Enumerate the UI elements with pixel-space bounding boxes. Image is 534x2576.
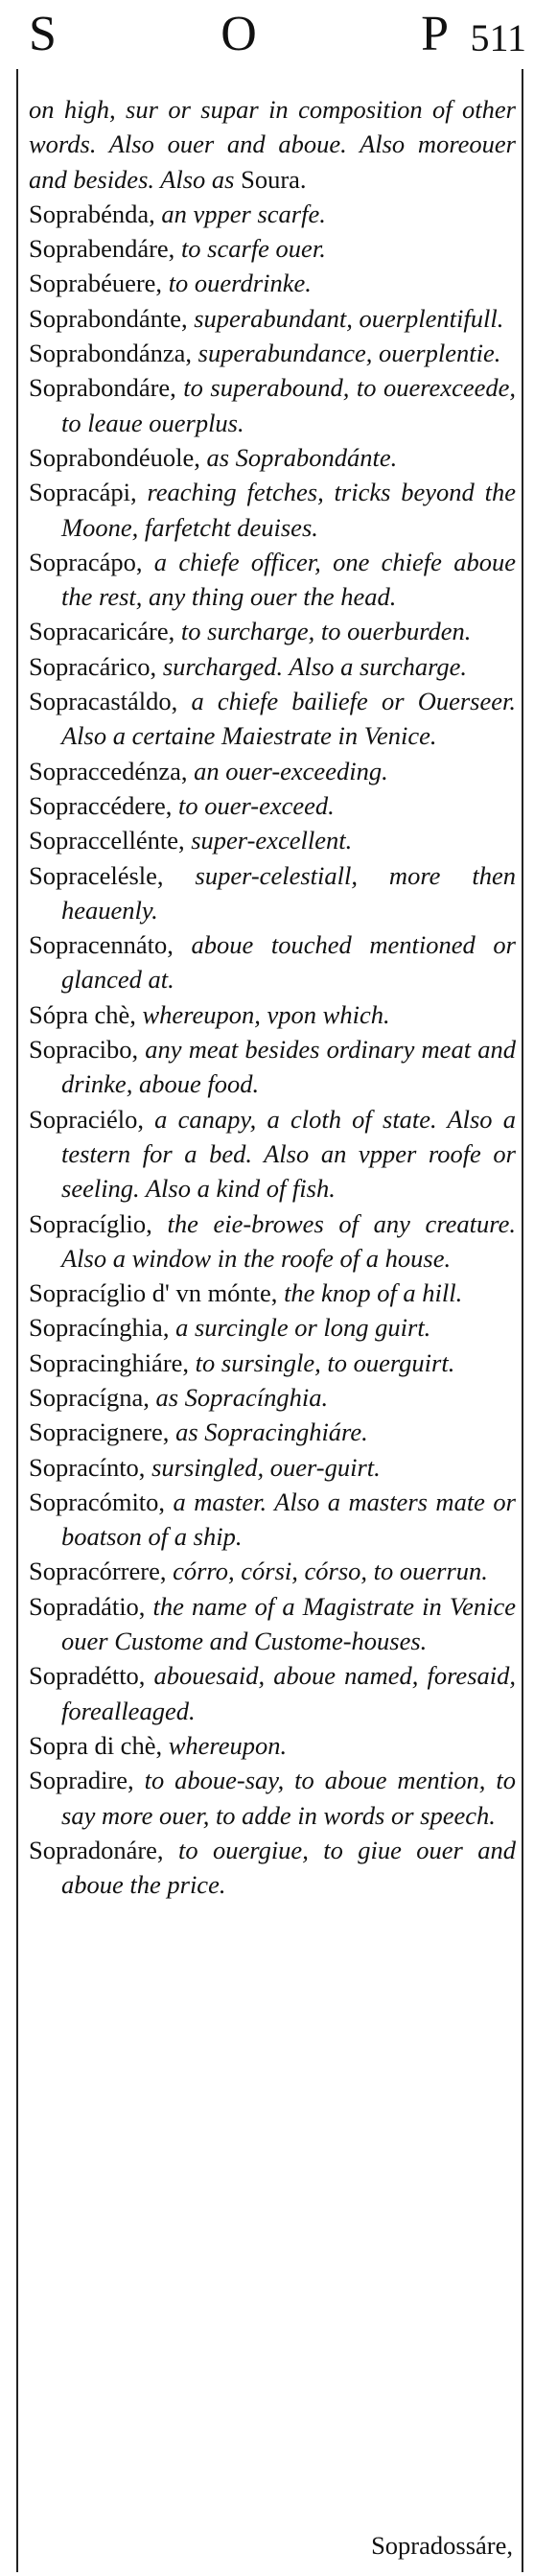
- entry-headword: Soprabondáre,: [29, 373, 176, 403]
- entry-definition: super-excellent.: [184, 826, 353, 855]
- dictionary-entry: [29, 197, 516, 231]
- dictionary-entry: [29, 649, 516, 684]
- entry-headword: Sopra di chè,: [29, 1730, 163, 1760]
- entry-headword: Sopracígna,: [29, 1382, 150, 1412]
- dictionary-entry: [29, 1415, 516, 1449]
- continued-text: on high, sur or supar in composition of other words. Also ouer and aboue. Also moreouer and besides. Also as: [29, 95, 516, 194]
- column-rule-right: [522, 69, 523, 2572]
- entry-headword: Soprabénda,: [29, 199, 155, 228]
- entry-headword: Sopracínghia,: [29, 1313, 170, 1343]
- entry-definition: a canapy, a cloth of state. Also a testern for a bed. Also an vpper roofe or seeling. Also a kind of fish.: [61, 1104, 516, 1204]
- dictionary-entry: [29, 1658, 516, 1728]
- entry-headword: Sopraccedénza,: [29, 756, 188, 785]
- entry-headword: Soprabondánza,: [29, 339, 192, 368]
- entry-definition: reaching fetches, tricks beyond the Moone, farfetcht deuises.: [61, 478, 516, 542]
- dictionary-entry: [29, 788, 516, 823]
- entry-headword: Sopracibo,: [29, 1035, 139, 1065]
- continued-entry: [29, 92, 516, 197]
- entry-definition: córro, córsi, córso, to ouerrun.: [166, 1557, 488, 1586]
- dictionary-entry: [29, 1728, 516, 1763]
- dictionary-entry: [29, 1102, 516, 1206]
- catchword: Sopradossáre,: [371, 2531, 513, 2560]
- dictionary-entry: [29, 614, 516, 648]
- dictionary-entry: [29, 1589, 516, 1659]
- entry-definition: to ouer-exceed.: [172, 790, 335, 820]
- entry-definition: to aboue-say, to aboue mention, to say more ouer, to adde in words or speech.: [61, 1766, 516, 1830]
- entry-definition: superabundant, ouerplentifull.: [187, 303, 504, 333]
- dictionary-entry: [29, 1346, 516, 1380]
- entry-headword: Sopracastáldo,: [29, 687, 178, 716]
- entry-definition: any meat besides ordinary meat and drinke, aboue food.: [61, 1035, 516, 1099]
- dictionary-entry: [29, 1032, 516, 1102]
- entry-definition: to ouerdrinke.: [162, 269, 312, 298]
- head-letter: S: [29, 7, 58, 61]
- dictionary-entry: [29, 1450, 516, 1485]
- dictionary-entry: [29, 1310, 516, 1345]
- entry-headword: Sopracínto,: [29, 1452, 146, 1482]
- entry-definition: a surcingle or long guirt.: [169, 1313, 431, 1343]
- dictionary-entry: [29, 1485, 516, 1555]
- entry-definition: as Sopracínghia.: [149, 1382, 329, 1412]
- entry-headword: Sopracíglio,: [29, 1208, 152, 1238]
- entry-definition: whereupon.: [162, 1730, 288, 1760]
- entry-headword: Sopracignere,: [29, 1417, 170, 1447]
- dictionary-entry: [29, 1763, 516, 1833]
- entry-headword: Sopracápi,: [29, 478, 137, 507]
- entry-definition: surcharged. Also a surcharge.: [156, 651, 468, 681]
- running-head-letters: [29, 6, 451, 63]
- entry-headword: Sopraccédere,: [29, 790, 173, 820]
- dictionary-entry: [29, 1206, 516, 1276]
- dictionary-entry: [29, 440, 516, 475]
- entry-headword: Sopracíglio d' vn mónte,: [29, 1278, 278, 1308]
- dictionary-entry: [29, 1276, 516, 1310]
- entry-headword: Soprabondéuole,: [29, 442, 200, 472]
- entry-headword: Sopradátio,: [29, 1591, 146, 1621]
- dictionary-entry: [29, 684, 516, 754]
- head-letter: P: [421, 7, 451, 61]
- entry-definition: sursingled, ouer-guirt.: [145, 1452, 381, 1482]
- entry-headword: Sopracómito,: [29, 1487, 166, 1516]
- entry-definition: aboue touched mentioned or glanced at.: [61, 930, 516, 995]
- dictionary-entry: [29, 545, 516, 615]
- dictionary-entry: [29, 370, 516, 440]
- entry-definition: as Sopracinghiáre.: [169, 1417, 368, 1447]
- continued-tail: Soura.: [241, 164, 307, 194]
- entry-definition: to surcharge, to ouerburden.: [174, 617, 472, 646]
- entry-definition: abouesaid, aboue named, foresaid, forealleaged.: [61, 1661, 516, 1725]
- entry-definition: an vpper scarfe.: [154, 199, 326, 228]
- entry-headword: Sopracennáto,: [29, 930, 174, 960]
- entry-definition: to ouergiue, to giue ouer and aboue the price.: [61, 1835, 516, 1900]
- running-head: [0, 0, 534, 77]
- entry-headword: Sopradire,: [29, 1766, 134, 1795]
- entry-definition: to sursingle, to ouerguirt.: [189, 1347, 455, 1377]
- column-rule-left: [16, 69, 18, 2572]
- dictionary-entry: [29, 301, 516, 336]
- entry-headword: Sopradonáre,: [29, 1835, 164, 1864]
- entry-definition: an ouer-exceeding.: [187, 756, 388, 785]
- entry-definition: superabundance, ouerplentie.: [192, 339, 501, 368]
- dictionary-entry: [29, 266, 516, 300]
- entry-headword: Soprabéuere,: [29, 269, 163, 298]
- entry-headword: Soprabondánte,: [29, 303, 188, 333]
- dictionary-entry: [29, 1380, 516, 1415]
- entry-column: [29, 92, 516, 1902]
- entry-definition: a master. Also a masters mate or boatson of a ship.: [61, 1487, 516, 1552]
- dictionary-entry: [29, 997, 516, 1032]
- entry-headword: Sopradétto,: [29, 1661, 146, 1691]
- dictionary-entry: [29, 336, 516, 370]
- entry-definition: to superabound, to ouerexceede, to leaue ouerplus.: [61, 373, 516, 437]
- dictionary-entry: [29, 754, 516, 788]
- entry-headword: Sopracárico,: [29, 651, 157, 681]
- entry-headword: Sópra chè,: [29, 999, 136, 1029]
- dictionary-entry: [29, 927, 516, 997]
- dictionary-entry: [29, 1554, 516, 1588]
- entry-definition: the name of a Magistrate in Venice ouer Custome and Custome-houses.: [61, 1591, 516, 1656]
- entry-headword: Sopraccellénte,: [29, 826, 185, 855]
- entry-headword: Sopracápo,: [29, 547, 143, 576]
- entry-headword: Sopracaricáre,: [29, 617, 175, 646]
- dictionary-entry: [29, 823, 516, 857]
- dictionary-entry: [29, 858, 516, 928]
- entry-headword: Sopracórrere,: [29, 1557, 167, 1586]
- entry-definition: the eie-browes of any creature. Also a window in the roofe of a house.: [61, 1208, 516, 1273]
- entry-headword: Sopracinghiáre,: [29, 1347, 190, 1377]
- dictionary-entry: [29, 231, 516, 266]
- entry-definition: the knop of a hill.: [277, 1278, 463, 1308]
- entry-definition: to scarfe ouer.: [174, 234, 326, 264]
- dictionary-entry: [29, 475, 516, 545]
- entry-headword: Sopracelésle,: [29, 860, 164, 890]
- entry-definition: a chiefe bailiefe or Ouerseer. Also a certaine Maiestrate in Venice.: [61, 687, 516, 751]
- page-number: 511: [470, 16, 526, 59]
- entry-headword: Sopraciélo,: [29, 1104, 144, 1134]
- entry-definition: a chiefe officer, one chiefe aboue the rest, any thing ouer the head.: [61, 547, 516, 612]
- entry-definition: as Soprabondánte.: [199, 442, 398, 472]
- entry-headword: Soprabendáre,: [29, 234, 175, 264]
- head-letter: O: [221, 7, 259, 61]
- entry-definition: super-celestiall, more then heauenly.: [61, 860, 516, 925]
- entry-definition: whereupon, vpon which.: [135, 999, 390, 1029]
- dictionary-entry: [29, 1833, 516, 1903]
